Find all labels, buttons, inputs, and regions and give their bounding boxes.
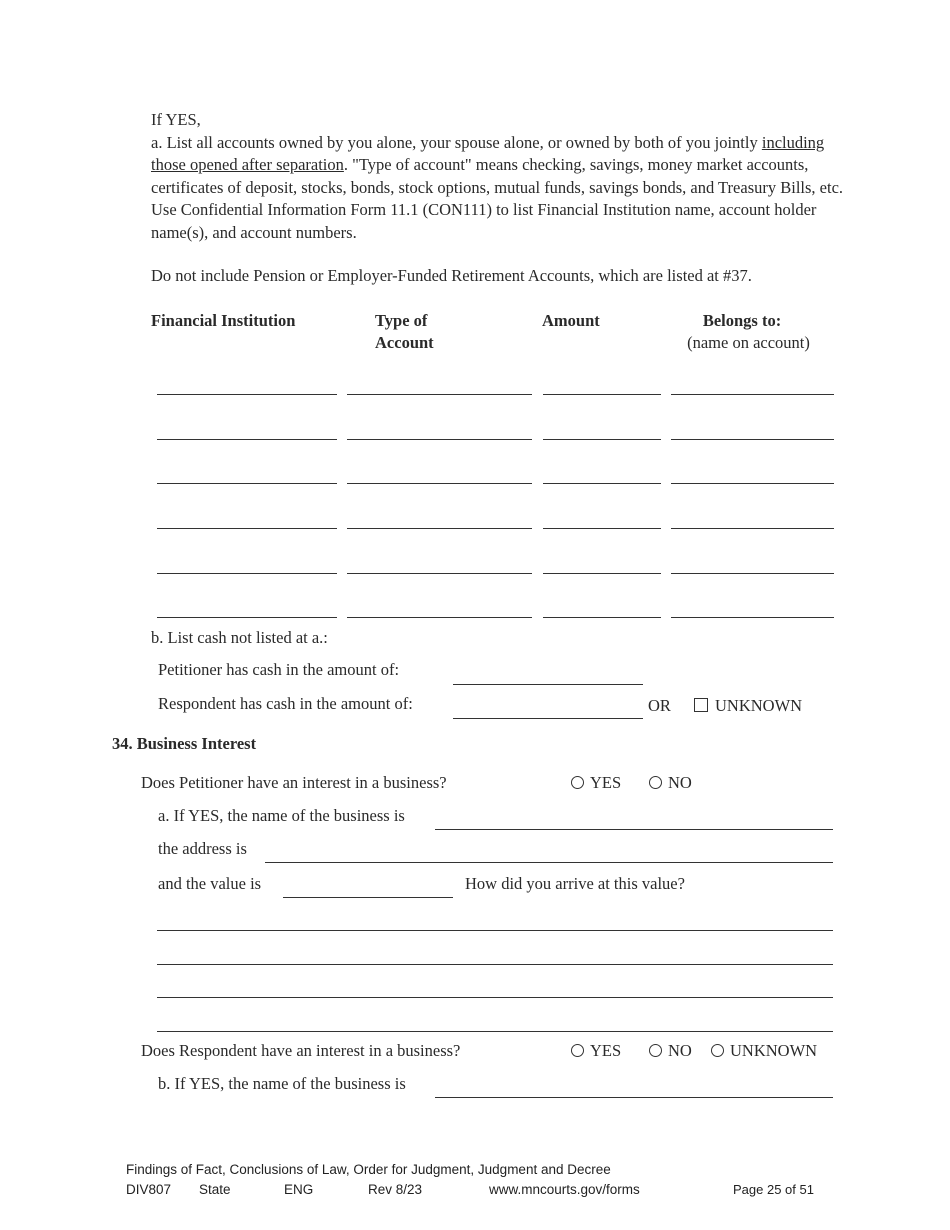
type-field[interactable] bbox=[347, 528, 532, 529]
if-yes-label: If YES, bbox=[151, 110, 201, 129]
petitioner-business-name-label: a. If YES, the name of the business is bbox=[158, 806, 405, 825]
type-field[interactable] bbox=[347, 617, 532, 618]
institution-field[interactable] bbox=[157, 394, 337, 395]
no-label: NO bbox=[668, 773, 692, 792]
respondent-yes-option[interactable] bbox=[571, 1041, 621, 1061]
value-method-label: How did you arrive at this value? bbox=[465, 874, 685, 893]
respondent-business-name-label: b. If YES, the name of the business is bbox=[158, 1074, 406, 1093]
amount-field[interactable] bbox=[543, 617, 661, 618]
respondent-cash-unknown-option[interactable] bbox=[694, 696, 802, 716]
business-address-label: the address is bbox=[158, 839, 247, 858]
yes-label: YES bbox=[590, 773, 622, 792]
business-interest-heading: 34. Business Interest bbox=[112, 734, 257, 753]
col-header-institution: Financial Institution bbox=[151, 311, 296, 330]
business-address-field[interactable] bbox=[265, 862, 833, 863]
belongs-field[interactable] bbox=[671, 573, 834, 574]
petitioner-yes-option[interactable] bbox=[571, 773, 621, 793]
cash-heading: b. List cash not listed at a.: bbox=[151, 628, 328, 647]
type-field[interactable] bbox=[347, 573, 532, 574]
footer-title: Findings of Fact, Conclusions of Law, Order for Judgment, Judgment and Decree bbox=[126, 1162, 611, 1177]
belongs-field[interactable] bbox=[671, 528, 834, 529]
belongs-field[interactable] bbox=[671, 394, 834, 395]
respondent-business-question: Does Respondent have an interest in a business? bbox=[141, 1041, 461, 1060]
footer-page-number: Page 25 of 51 bbox=[733, 1182, 814, 1197]
institution-field[interactable] bbox=[157, 439, 337, 440]
amount-field[interactable] bbox=[543, 573, 661, 574]
type-field[interactable] bbox=[347, 483, 532, 484]
respondent-no-option[interactable] bbox=[649, 1041, 692, 1061]
col-header-belongs-sub: (name on account) bbox=[687, 333, 810, 352]
petitioner-no-option[interactable] bbox=[649, 773, 692, 793]
radio-icon[interactable] bbox=[571, 1044, 584, 1057]
petitioner-business-question: Does Petitioner have an interest in a business? bbox=[141, 773, 447, 792]
type-field[interactable] bbox=[347, 394, 532, 395]
footer-url[interactable]: www.mncourts.gov/forms bbox=[489, 1182, 640, 1197]
instructions-paragraph bbox=[151, 132, 851, 244]
col-header-amount: Amount bbox=[542, 311, 600, 330]
footer-revision: Rev 8/23 bbox=[368, 1182, 423, 1197]
type-field[interactable] bbox=[347, 439, 532, 440]
radio-icon[interactable] bbox=[571, 776, 584, 789]
yes-label: YES bbox=[590, 1041, 622, 1060]
no-label: NO bbox=[668, 1041, 692, 1060]
business-value-label: and the value is bbox=[158, 874, 262, 893]
unknown-checkbox[interactable] bbox=[694, 698, 708, 712]
institution-field[interactable] bbox=[157, 617, 337, 618]
value-method-line[interactable] bbox=[157, 1031, 833, 1032]
institution-field[interactable] bbox=[157, 483, 337, 484]
respondent-cash-label: Respondent has cash in the amount of: bbox=[158, 694, 413, 713]
business-value-field[interactable] bbox=[283, 897, 453, 898]
instructions-text-cont: . "Type of account" means checking, savings, money market accounts, certificates of deposit, stocks, bonds, stock options, mutual funds, savings bonds, and Treasury Bills, etc. Use Confidential Information Form 11.1 (CON111) to list Financial Institution name, account holder name(s), and account numbers. bbox=[151, 155, 844, 242]
instructions-text: a. List all accounts owned by you alone, your spouse alone, or owned by both of you jointly bbox=[151, 133, 762, 152]
radio-icon[interactable] bbox=[649, 1044, 662, 1057]
exclusion-note: Do not include Pension or Employer-Funded Retirement Accounts, which are listed at #37. bbox=[151, 266, 752, 285]
unknown-label: UNKNOWN bbox=[730, 1041, 818, 1060]
amount-field[interactable] bbox=[543, 439, 661, 440]
instructions-emphasis: including those opened after separation bbox=[151, 133, 825, 175]
respondent-cash-field[interactable] bbox=[453, 718, 643, 719]
petitioner-cash-field[interactable] bbox=[453, 684, 643, 685]
col-header-type: Type of bbox=[375, 311, 428, 330]
footer-jurisdiction: State bbox=[199, 1182, 231, 1197]
institution-field[interactable] bbox=[157, 573, 337, 574]
petitioner-cash-label: Petitioner has cash in the amount of: bbox=[158, 660, 400, 679]
radio-icon[interactable] bbox=[711, 1044, 724, 1057]
amount-field[interactable] bbox=[543, 394, 661, 395]
value-method-line[interactable] bbox=[157, 930, 833, 931]
belongs-field[interactable] bbox=[671, 483, 834, 484]
petitioner-business-name-field[interactable] bbox=[435, 829, 833, 830]
respondent-business-name-field[interactable] bbox=[435, 1097, 833, 1098]
institution-field[interactable] bbox=[157, 528, 337, 529]
footer-language: ENG bbox=[284, 1182, 314, 1197]
unknown-label: UNKNOWN bbox=[715, 696, 803, 715]
amount-field[interactable] bbox=[543, 483, 661, 484]
radio-icon[interactable] bbox=[649, 776, 662, 789]
footer-form-code: DIV807 bbox=[126, 1182, 172, 1197]
belongs-field[interactable] bbox=[671, 617, 834, 618]
amount-field[interactable] bbox=[543, 528, 661, 529]
or-label: OR bbox=[648, 696, 671, 715]
respondent-unknown-option[interactable] bbox=[711, 1041, 817, 1061]
value-method-line[interactable] bbox=[157, 964, 833, 965]
col-header-type-line2: Account bbox=[375, 333, 434, 352]
col-header-belongs: Belongs to: bbox=[702, 311, 782, 330]
belongs-field[interactable] bbox=[671, 439, 834, 440]
value-method-line[interactable] bbox=[157, 997, 833, 998]
